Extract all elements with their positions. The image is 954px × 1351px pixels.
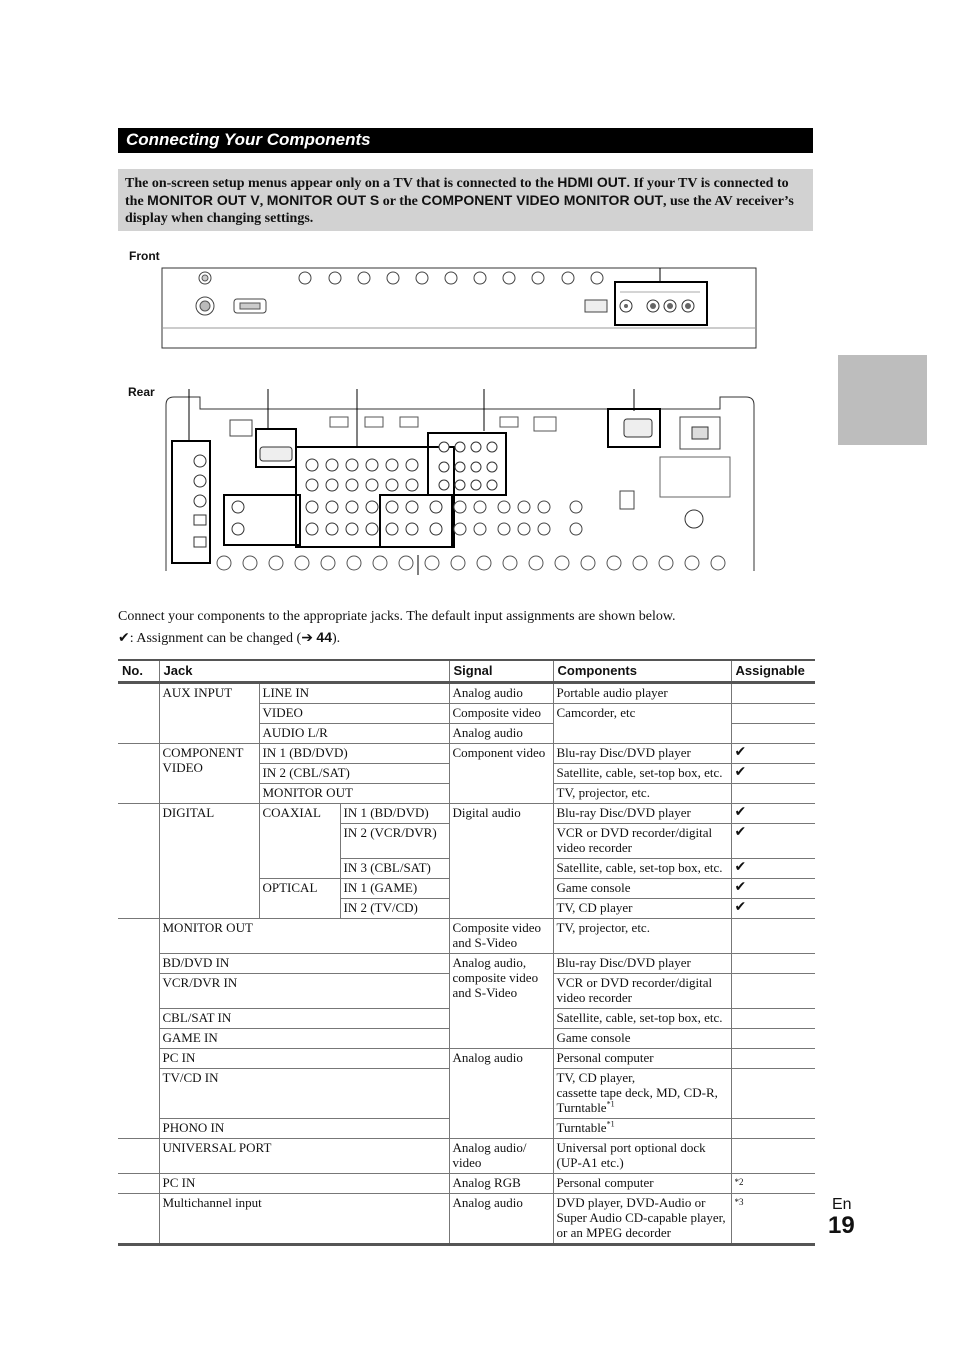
table-row: PC IN Analog RGB Personal computer *2 [118,1174,815,1194]
header-no: No. [118,660,159,683]
chapter-side-tab [838,355,927,445]
front-panel-diagram [160,266,760,352]
footnote-ref: *1 [606,1099,615,1109]
monitor-out-v-term: MONITOR OUT V [147,192,260,208]
table-row: PHONO IN Turntable$^{*1}$ [118,1119,815,1139]
component-video-monitor-out-term: COMPONENT VIDEO MONITOR OUT [421,192,663,208]
rear-panel-diagram [160,385,760,575]
table-header-row [118,660,815,683]
table-row: TV/CD IN TV, CD player, cassette tape deck, MD, CD-R, Turntable$^{*1}$ [118,1069,815,1119]
header-signal: Signal [449,660,553,683]
table-row: COMPONENT VIDEO IN 1 (BD/DVD) Component video Blu-ray Disc/DVD player ✔ [118,744,815,764]
table-row: IN 3 (CBL/SAT) Satellite, cable, set-top box, etc. ✔ [118,859,815,879]
intro-line-1: Connect your components to the appropriate jacks. The default input assignments are shown below. [118,609,676,624]
check-icon: ✔ [731,824,815,859]
footnote-ref: *2 [731,1174,815,1194]
table-row: CBL/SAT IN Satellite, cable, set-top box, etc. [118,1009,815,1029]
setup-note-text: The on-screen setup menus appear only on a TV that is connected to the HDMI OUT. If your TV is connected to the MONITOR OUT V, MONITOR OUT S or the COMPONENT VIDEO MONITOR OUT, use the AV receiver’s display when changing settings. [125,174,794,226]
page-language: En [832,1196,852,1213]
intro-text [118,607,838,649]
table-row: MONITOR OUT TV, projector, etc. [118,784,815,804]
jack-assignment-table [118,659,815,1246]
footnote-ref: *3 [731,1194,815,1245]
table-row: BD/DVD IN Analog audio, composite video and S-Video Blu-ray Disc/DVD player [118,954,815,974]
check-icon: ✔ [731,744,815,764]
arrow-icon: ➔ [301,631,313,646]
table-row: IN 2 (TV/CD) TV, CD player ✔ [118,899,815,919]
header-components: Components [553,660,731,683]
section-title-bar [118,128,813,153]
setup-note-box [118,169,813,231]
table-row: Multichannel input Analog audio DVD player, DVD-Audio or Super Audio CD-capable player, or an MPEG decorder *3 [118,1194,815,1245]
section-title: Connecting Your Components [126,130,371,149]
table-row: MONITOR OUT Composite video and S-Video TV, projector, etc. [118,919,815,954]
table-row: VCR/DVR IN VCR or DVD recorder/digital video recorder [118,974,815,1009]
front-label: Front [129,249,160,263]
check-icon: ✔ [118,630,130,646]
table-row: VIDEO Composite video Camcorder, etc [118,704,815,724]
check-icon: ✔ [731,859,815,879]
table-row: UNIVERSAL PORT Analog audio/ video Universal port optional dock (UP-A1 etc.) [118,1139,815,1174]
header-assignable: Assignable [731,660,815,683]
monitor-out-s-term: MONITOR OUT S [266,192,380,208]
footnote-ref: *1 [606,1119,615,1129]
check-icon: ✔ [731,899,815,919]
table-row: AUDIO L/R Analog audio [118,724,815,744]
table-row: AUX INPUT LINE IN Analog audio Portable audio player [118,683,815,704]
table-row: IN 2 (CBL/SAT) Satellite, cable, set-top box, etc. ✔ [118,764,815,784]
table-row: DIGITAL COAXIAL IN 1 (BD/DVD) Digital audio Blu-ray Disc/DVD player ✔ [118,804,815,824]
page-ref-link[interactable]: 44 [316,629,332,645]
check-icon: ✔ [731,879,815,899]
header-jack: Jack [159,660,449,683]
table-row: OPTICAL IN 1 (GAME) Game console ✔ [118,879,815,899]
check-icon: ✔ [731,804,815,824]
table-row: IN 2 (VCR/DVR) VCR or DVD recorder/digital video recorder ✔ [118,824,815,859]
hdmi-out-term: HDMI OUT [557,174,627,190]
page-number: 19 [828,1212,855,1239]
check-icon: ✔ [731,764,815,784]
table-row: GAME IN Game console [118,1029,815,1049]
rear-label: Rear [128,385,155,399]
intro-line-2: ✔: Assignment can be changed (➔ 44). [118,629,341,646]
table-row: PC IN Analog audio Personal computer [118,1049,815,1069]
